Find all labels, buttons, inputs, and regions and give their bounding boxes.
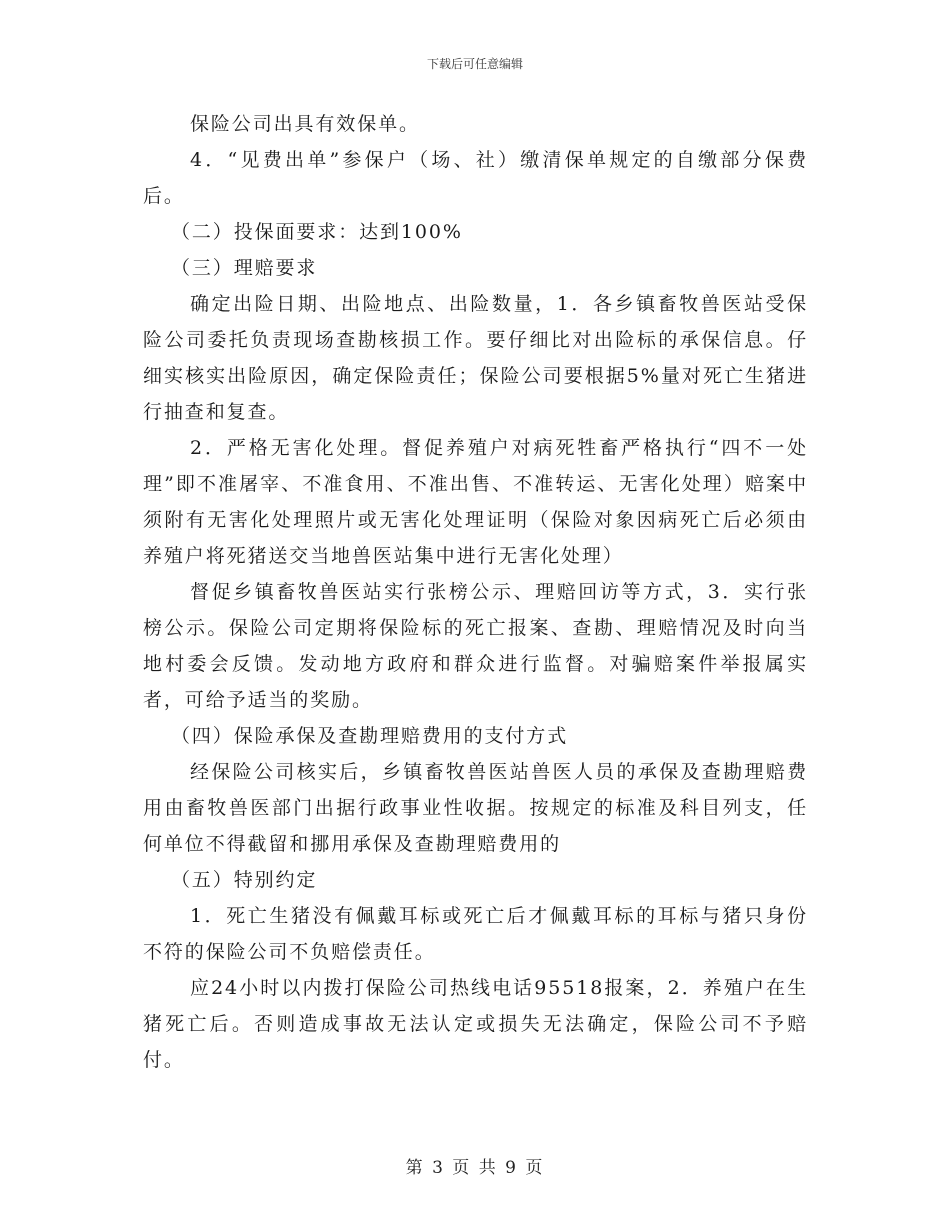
section-heading-3: （三）理赔要求 (171, 257, 318, 279)
paragraph-5: 督促乡镇畜牧兽医站实行张榜公示、理赔回访等方式，3．实行张榜公示。保险公司定期将保险标的死亡报案、查勘、理赔情况及时向当地村委会反馈。发动地方政府和群众进行监督。对骗赔案件举报属实者，可给予适当的奖励。 (143, 581, 808, 711)
section-heading-5: （五）特别约定 (171, 869, 318, 891)
paragraph-7: 1．死亡生猪没有佩戴耳标或死亡后才佩戴耳标的耳标与猪只身份不符的保险公司不负赔偿责任。 (143, 905, 808, 963)
paragraph-1: 保险公司出具有效保单。 (190, 113, 420, 135)
header-note: 下载后可任意编辑 (426, 57, 523, 71)
paragraph-6: 经保险公司核实后，乡镇畜牧兽医站兽医人员的承保及查勘理赔费用由畜牧兽医部门出据行政事业性收据。按规定的标准及科目列支，任何单位不得截留和挪用承保及查勘理赔费用的 (143, 761, 808, 855)
section-heading-4: （四）保险承保及查勘理赔费用的支付方式 (171, 725, 569, 747)
page-number: 第 3 页 共 9 页 (405, 1158, 545, 1178)
paragraph-3: 确定出险日期、出险地点、出险数量，1．各乡镇畜牧兽医站受保险公司委托负责现场查勘核损工作。要仔细比对出险标的承保信息。仔细实核实出险原因，确定保险责任；保险公司要根据5%量对死亡生猪进行抽查和复查。 (143, 293, 808, 423)
section-heading-2: （二）投保面要求：达到100% (171, 221, 463, 243)
document-body (143, 106, 808, 1078)
paragraph-2: 4．“见费出单”参保户（场、社）缴清保单规定的自缴部分保费后。 (143, 149, 808, 207)
paragraph-8: 应24小时以内拨打保险公司热线电话95518报案，2．养殖户在生猪死亡后。否则造成事故无法认定或损失无法确定，保险公司不予赔付。 (143, 977, 808, 1071)
paragraph-4: 2．严格无害化处理。督促养殖户对病死牲畜严格执行“四不一处理”即不准屠宰、不准食用、不准出售、不准转运、无害化处理）赔案中须附有无害化处理照片或无害化处理证明（保险对象因病死亡后必须由养殖户将死猪送交当地兽医站集中进行无害化处理） (143, 437, 808, 567)
